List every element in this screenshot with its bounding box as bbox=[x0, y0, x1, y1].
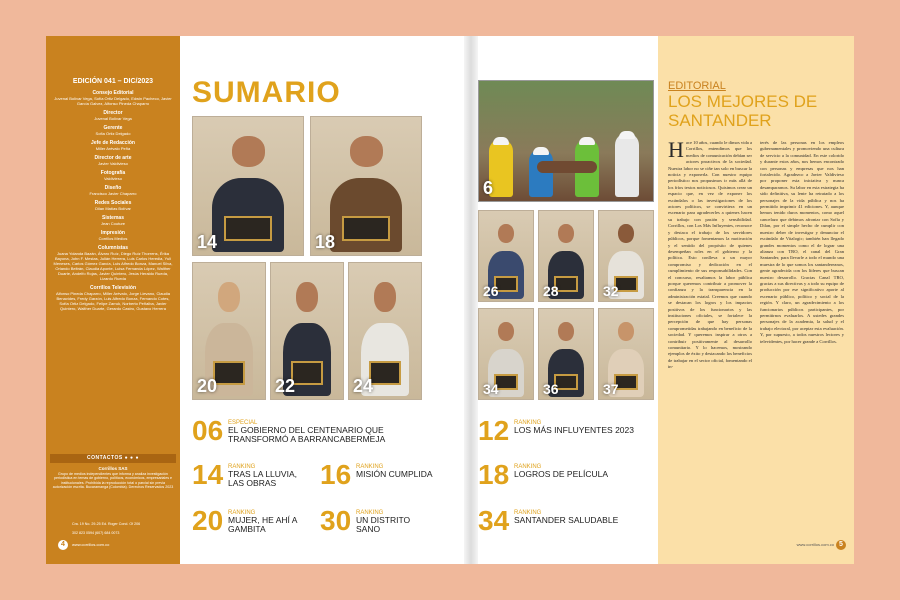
editorial-text-column bbox=[668, 140, 752, 530]
group-photo bbox=[478, 80, 654, 202]
photo-page-number: 6 bbox=[483, 178, 494, 198]
address-block bbox=[72, 520, 182, 538]
credits-list bbox=[52, 90, 174, 315]
portrait-photo bbox=[192, 116, 304, 256]
photo-page-number: 20 bbox=[197, 376, 218, 396]
credit-block bbox=[52, 185, 174, 196]
credit-block bbox=[52, 170, 174, 181]
entry-page-number: 30 bbox=[320, 505, 352, 536]
social-icons: ● ● ● bbox=[124, 455, 139, 461]
portrait-photo bbox=[598, 210, 654, 302]
entry-title: UN DISTRITO SANO bbox=[356, 515, 411, 534]
company-info bbox=[52, 466, 174, 490]
photo-page-number: 26 bbox=[483, 283, 499, 299]
portrait-photo bbox=[270, 262, 344, 400]
entry-category: ESPECIAL bbox=[228, 420, 258, 426]
credit-names: Javier Valdivieso bbox=[98, 161, 128, 166]
credit-block bbox=[52, 155, 174, 166]
credit-names: Jean Couture bbox=[100, 221, 125, 226]
page-title: SUMARIO bbox=[192, 76, 341, 109]
website-link-left[interactable]: www.corrillos.com.co bbox=[72, 542, 110, 547]
photo-page-number: 34 bbox=[483, 381, 499, 397]
page-number-left: 4 bbox=[58, 540, 68, 550]
entry-category: RANKING bbox=[514, 420, 542, 426]
portrait-photo bbox=[538, 308, 594, 400]
photo-page-number: 22 bbox=[275, 376, 296, 396]
phone-line: 302 823 0594 (607) 684 0073 bbox=[72, 531, 120, 535]
credit-heading: Diseño bbox=[104, 185, 122, 191]
credit-block bbox=[52, 90, 174, 106]
photo-page-number: 18 bbox=[315, 232, 336, 252]
credit-heading: Fotografía bbox=[100, 170, 126, 176]
photo-page-number: 36 bbox=[543, 381, 559, 397]
website-link-right[interactable]: www.corrillos.com.co bbox=[796, 542, 834, 547]
credit-names: Juana Yolanda Bazán, Álvaro Ruíz, Diego Ruíz Thorrens, Érika Bayona, John F. Mestas, Julián Herrera, Luis Carlos Heredia, Yuli Meneses, Carlos Gómez García, Luis Alfredo Bonza, Manuel Silva, Orlando Beltrán, Claudia Aponte, Luisa Fernanda López, Walther Duarte, Andelfo Rojas, Javier Quintero, Jesús Heraldo Rueda, Lizardo Rueda bbox=[53, 251, 173, 281]
credit-names: Valdivieso bbox=[104, 176, 122, 181]
masthead-sidebar bbox=[46, 36, 180, 564]
entry-category: RANKING bbox=[228, 510, 256, 516]
entry-page-number: 12 bbox=[478, 415, 510, 446]
credit-heading: Impresión bbox=[101, 230, 125, 236]
credit-heading: Sistemas bbox=[102, 215, 124, 221]
portrait-photo bbox=[348, 262, 422, 400]
credit-heading: Corrillos Televisión bbox=[89, 285, 137, 291]
entry-page-number: 14 bbox=[192, 459, 224, 490]
entry-page-number: 06 bbox=[192, 415, 224, 446]
credit-heading: Redes Sociales bbox=[94, 200, 132, 206]
editorial-body bbox=[668, 140, 844, 530]
entry-title: EL GOBIERNO DEL CENTENARIO QUE TRANSFORMÓ A BARRANCABERMEJA bbox=[228, 425, 386, 444]
editorial-column bbox=[658, 36, 854, 564]
credit-names: Juvenal Bolívar Vega bbox=[94, 116, 132, 121]
company-text: Grupo de medios independientes que informa y analiza investigación periodística en temas de gobierno, políticos, económicos, empresariales e institucionales. Prohibida la reproducción total o parcial sin previa autorización escrita. Bucaramanga (Colombia). Derechos Reservados 2023 bbox=[52, 472, 174, 490]
photo-page-number: 37 bbox=[603, 381, 619, 397]
magazine-spread bbox=[46, 36, 854, 564]
entry-page-number: 20 bbox=[192, 505, 224, 536]
entry-title: MISIÓN CUMPLIDA bbox=[356, 469, 433, 479]
credit-block bbox=[52, 245, 174, 281]
contacts-label: CONTACTOS bbox=[87, 455, 123, 461]
photo-page-number: 28 bbox=[543, 283, 559, 299]
portrait-photo bbox=[478, 210, 534, 302]
edition-label: EDICIÓN 041 – DIC/2023 bbox=[72, 78, 154, 85]
credit-names: Francisco Javier Chaparro bbox=[89, 191, 137, 196]
page-gutter bbox=[464, 36, 478, 564]
entry-title: TRAS LA LLUVIA, LAS OBRAS bbox=[228, 469, 297, 488]
company-name: Corrillos SAS bbox=[98, 466, 128, 471]
entry-category: RANKING bbox=[356, 464, 384, 470]
credit-block bbox=[52, 230, 174, 241]
portrait-photo bbox=[192, 262, 266, 400]
entry-category: RANKING bbox=[356, 510, 384, 516]
entry-page-number: 34 bbox=[478, 505, 510, 536]
credit-block bbox=[52, 125, 174, 136]
contacts-bar bbox=[50, 454, 176, 463]
credit-names: Alfonso Pineda Chaparro, Miller Arévalo, Jorge Lievano, Claudia Benavides, Fredy Garzón, Luis Alfredo Bonza, Fernando Cotes, Sofía Ortiz Delgado, Felipe Zarruk, Norberto Peñalba, Javier Quintero, Walther Duarte, Gerardo Castro, Gustavo Herrera bbox=[55, 291, 171, 311]
entry-title: LOS MÁS INFLUYENTES 2023 bbox=[514, 425, 634, 435]
entry-category: RANKING bbox=[228, 464, 256, 470]
entry-page-number: 18 bbox=[478, 459, 510, 490]
entry-title: LOGROS DE PELÍCULA bbox=[514, 469, 609, 479]
entry-page-number: 16 bbox=[320, 459, 352, 490]
credit-block bbox=[52, 215, 174, 226]
editorial-text-column bbox=[760, 140, 844, 530]
entry-category: RANKING bbox=[514, 464, 542, 470]
editorial-paragraphs: ace 10 años, cuando le dimos vida a Corrillos, entendimos que los medios de comunicación debían ser actores proactivos de la sociedad. Nuestra labor no se ciñe tan solo en buscar la noticia y exponerla. Con nuestro equipo periodístico nos propusimos ir más allá de los fríos textos noticiosos. Quisimos crear un espacio que, en vez de exponer los escándalos o las investigaciones de los actores políticos, se convirtiera en un escenario para agradecerles a quienes hacen su trabajo con pasión y sensibilidad. Corrillos, con Los Más Influyentes, reconoce y destaca el trabajo de los servidores públicos, porque fomentamos la motivación y el sentido del propósito de quienes desempeñan roles en el gobierno y la política. Esto conlleva a un mayor compromiso y dedicación en el cumplimiento de sus responsabilidades. Con el concurso, resaltamos la labor pública porque queremos contribuir a promover la confianza y la transparencia en la administración estatal. Creemos que cuando se destacan los logros y los impactos positivos de los funcionarios y las instituciones oficiales, se fortalece la percepción de que hay personas comprometidas trabajando en beneficio de la sociedad. Y queremos inspirar a otros a contribuir positivamente al desarrollo comunitario. Y lo hacemos, mostrando ejemplos de éxito y destacando los beneficios de trabajar en el sector oficial, fomentando el in- bbox=[668, 140, 752, 370]
portrait-photo bbox=[478, 308, 534, 400]
portrait-photo bbox=[538, 210, 594, 302]
editorial-label: EDITORIAL bbox=[668, 80, 726, 92]
drop-cap: H bbox=[668, 140, 684, 162]
credit-block bbox=[52, 140, 174, 151]
portrait-photo bbox=[598, 308, 654, 400]
right-contents-page bbox=[478, 36, 654, 564]
credit-names: Juvenal Bolívar Vega, Sofía Ortiz Delgado, Edwin Pacheco, Javier García Galvez, Alfonso Pineda Chaparro bbox=[54, 96, 172, 106]
editorial-paragraphs: terés de las personas en los empleos gubernamentales y promoviendo una cultura de servicio a la comunidad. En este colorido y durante estos años, nos hemos encontrado con personas y empresas que nos han fortalecido. Agradezco a Javier Valdivieso por proponer esta iniciativa y nunca desampararnos. Su labor en esta estrategia ha sido definitiva, su lente ha retratado a los personajes de la vida pública y nos ha permitido imprimir 41 ediciones. Y, aunque hemos tenido duros momentos, como aquel cancelazo que debimos afrontar con Sofía y Dilan, por el simple hecho de cumplir con nuestro deber de investigar y denunciar el escándalo de Vitalogic; también han llegado grandes momentos como el de lograr una alianza con TRO, el canal del Gran Santander, para llevarle a todo el mundo una muestra de lo que somos los santandereanos, gente agradecida con los líderes que buscan nuestro desarrollo. Gracias Canal TRO, gracias a sus directivas y a todo su equipo de producción por ese significativo aporte al escenario público, político y social de la región. Y claro, un agradecimiento a los funcionarios públicos participantes, por permitirnos evaluarlos. A ustedes grandes personajes de la academia, la salud y el trabajo electoral, por aceptar esta evaluación. Y, por supuesto, a todos nuestros lectores y televidentes, por hacer grande a Corrillos. bbox=[760, 140, 844, 344]
editorial-title: LOS MEJORES DE SANTANDER bbox=[668, 92, 818, 130]
photo-page-number: 24 bbox=[353, 376, 374, 396]
credit-heading: Gerente bbox=[103, 125, 123, 131]
credit-block bbox=[52, 285, 174, 311]
credit-block bbox=[52, 200, 174, 211]
contents-page bbox=[180, 36, 464, 564]
credit-block bbox=[52, 110, 174, 121]
credit-names: Dilan Matías Bolívar bbox=[95, 206, 131, 211]
photo-page-number: 14 bbox=[197, 232, 218, 252]
credit-names: Corrillos Medios bbox=[98, 236, 128, 241]
entry-title: SANTANDER SALUDABLE bbox=[514, 515, 619, 525]
credit-names: Sofía Ortiz Delgado bbox=[95, 131, 131, 136]
credit-heading: Consejo Editorial bbox=[92, 90, 134, 96]
credit-heading: Director bbox=[103, 110, 123, 116]
page-number-right: 5 bbox=[836, 540, 846, 550]
entry-category: RANKING bbox=[514, 510, 542, 516]
credit-heading: Director de arte bbox=[94, 155, 132, 161]
credit-heading: Jefe de Redacción bbox=[91, 140, 135, 146]
entry-title: MUJER, HE AHÍ A GAMBITA bbox=[228, 515, 297, 534]
portrait-photo bbox=[310, 116, 422, 256]
credit-heading: Columnistas bbox=[97, 245, 128, 251]
credit-names: Miller Arévalo Peña bbox=[95, 146, 131, 151]
photo-page-number: 32 bbox=[603, 283, 619, 299]
address-line: Cra. 19 No. 29-25 Ed. Roger Cond. Of 206 bbox=[72, 522, 141, 526]
